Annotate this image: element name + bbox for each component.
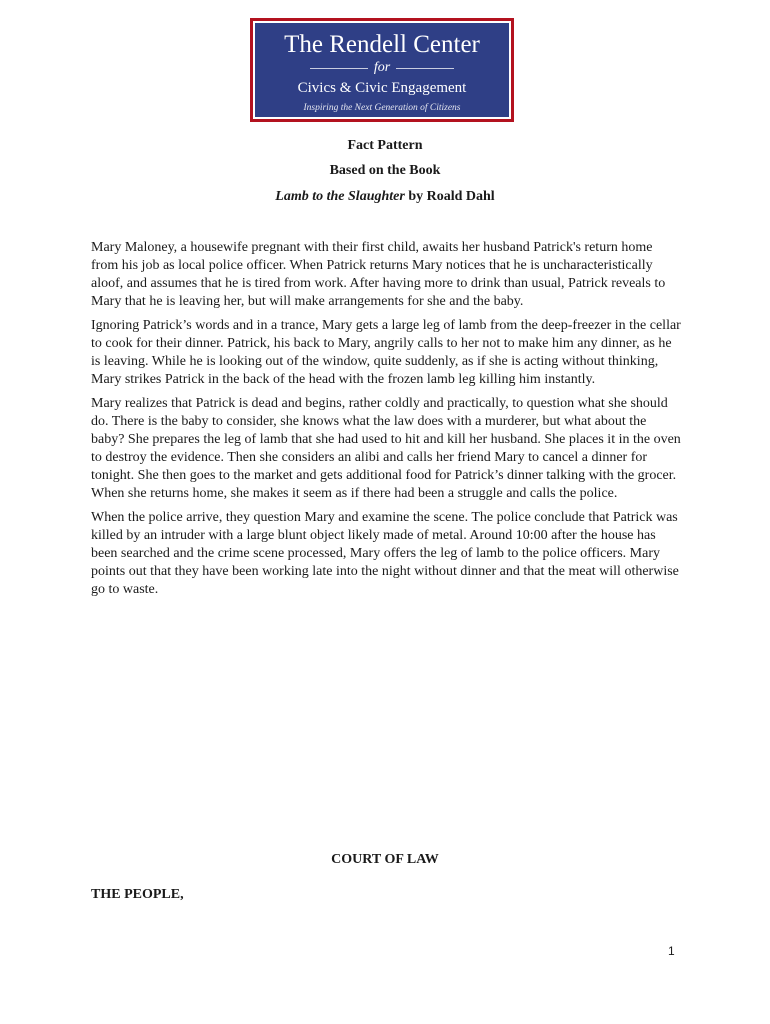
logo-tagline: Inspiring the Next Generation of Citizens [303, 103, 461, 113]
page-number: 1 [668, 944, 675, 958]
paragraph-2: Ignoring Patrick’s words and in a trance, Mary gets a large leg of lamb from the deep-freezer in the cellar to cook for their dinner. Patrick, his back to Mary, angrily calls to her not to make him any dinner, as he is leaving. While he is looking out of the window, quite suddenly, as if she is acting without thinking, Mary strikes Patrick in the back of the head with the frozen lamb leg killing him instantly. [91, 318, 681, 387]
logo-subtitle: Civics & Civic Engagement [297, 80, 467, 96]
fact-pattern-heading: Fact Pattern [347, 138, 423, 153]
book-title-heading [0, 189, 770, 205]
party-the-people: THE PEOPLE, [91, 887, 184, 902]
court-of-law-heading: COURT OF LAW [331, 852, 439, 867]
rendell-center-logo [250, 18, 514, 122]
logo-for-row [255, 60, 509, 76]
book-title: Lamb to the Slaughter [275, 189, 405, 204]
logo-banner [255, 23, 509, 117]
book-author: by Roald Dahl [404, 189, 495, 204]
logo-name: The Rendell Center [284, 31, 480, 58]
fact-pattern-body [91, 239, 681, 605]
paragraph-1: Mary Maloney, a housewife pregnant with their first child, awaits her husband Patrick's return home from his job as local police officer. When Patrick returns Mary notices that he is uncharacteristically aloof, and assumes that he is tired from work. After having more to drink than usual, Patrick reveals to Mary that he is leaving her, but will make arrangements for she and the baby. [91, 240, 666, 309]
based-on-book-heading: Based on the Book [329, 163, 441, 178]
paragraph-3: Mary realizes that Patrick is dead and begins, rather coldly and practically, to question what she should do. There is the baby to consider, she knows what the law does with a murderer, but what about the baby? She prepares the leg of lamb that she had used to hit and kill her husband. She places it in the oven to destroy the evidence. Then she considers an alibi and calls her friend Mary to cancel a dinner for tonight. She then goes to the market and gets additional food for Patrick’s dinner talking with the grocer. When she returns home, she makes it seem as if there had been a struggle and calls the police. [91, 396, 681, 501]
logo-divider-right [396, 68, 454, 69]
paragraph-4: When the police arrive, they question Mary and examine the scene. The police conclude that Patrick was killed by an intruder with a large blunt object likely made of metal. Around 10:00 after the house has been searched and the crime scene processed, Mary offers the leg of lamb to the police officers. Mary points out that they have been working late into the night without dinner and that the meat will otherwise go to waste. [91, 510, 679, 597]
logo-divider-left [310, 68, 368, 69]
logo-for: for [373, 60, 391, 75]
